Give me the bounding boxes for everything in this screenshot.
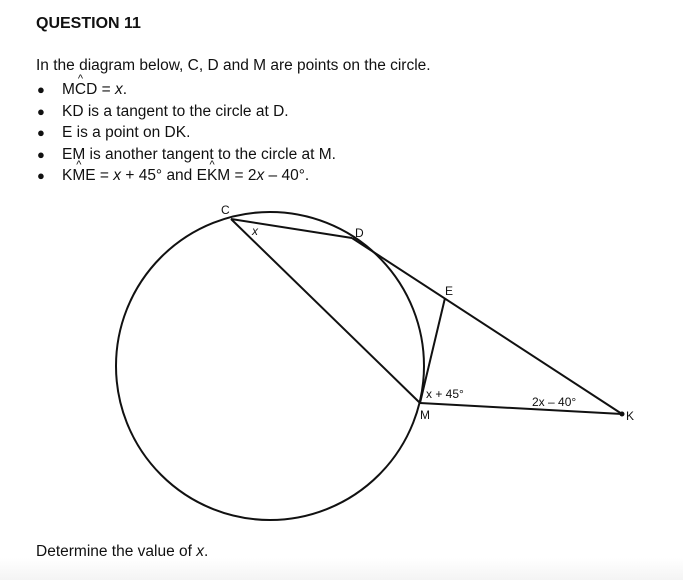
question-title: QUESTION 11	[36, 15, 141, 32]
bullet-icon: ●	[37, 82, 45, 97]
label-k: K	[626, 409, 635, 423]
given-angle-mcd: ● M^ CD = x.	[36, 79, 336, 101]
given-tangent-kd: ● KD is a tangent to the circle at D.	[36, 101, 336, 123]
angle-label-ekm: 2x – 40°	[532, 395, 577, 409]
label-d: D	[355, 226, 364, 240]
label-m: M	[420, 408, 430, 422]
given-tangent-em: ● EM is another tangent to the circle at M.	[36, 144, 336, 166]
question-intro: In the diagram below, C, D and M are points on the circle.	[36, 57, 431, 74]
label-e: E	[445, 284, 454, 298]
angle-label-kme: x + 45°	[426, 387, 464, 401]
point-k-dot	[620, 412, 625, 417]
given-angles-kme-ekm: ● K^ ME = x + 45° and E^ KM = 2x – 40°.	[36, 165, 336, 187]
chord-cm	[231, 219, 420, 403]
angle-label-mcd: x	[252, 224, 258, 238]
bottom-fade	[0, 558, 683, 580]
bullet-icon: ●	[37, 168, 45, 183]
chord-cd	[231, 219, 352, 238]
bullet-icon: ●	[37, 125, 45, 140]
segment-mk	[420, 403, 622, 414]
bullet-icon: ●	[37, 146, 45, 162]
given-point-e: ● E is a point on DK.	[36, 122, 336, 144]
question-prompt: Determine the value of x.	[36, 543, 209, 560]
bullet-icon: ●	[37, 103, 45, 119]
label-c: C	[221, 203, 230, 217]
tangent-dk	[352, 238, 622, 414]
